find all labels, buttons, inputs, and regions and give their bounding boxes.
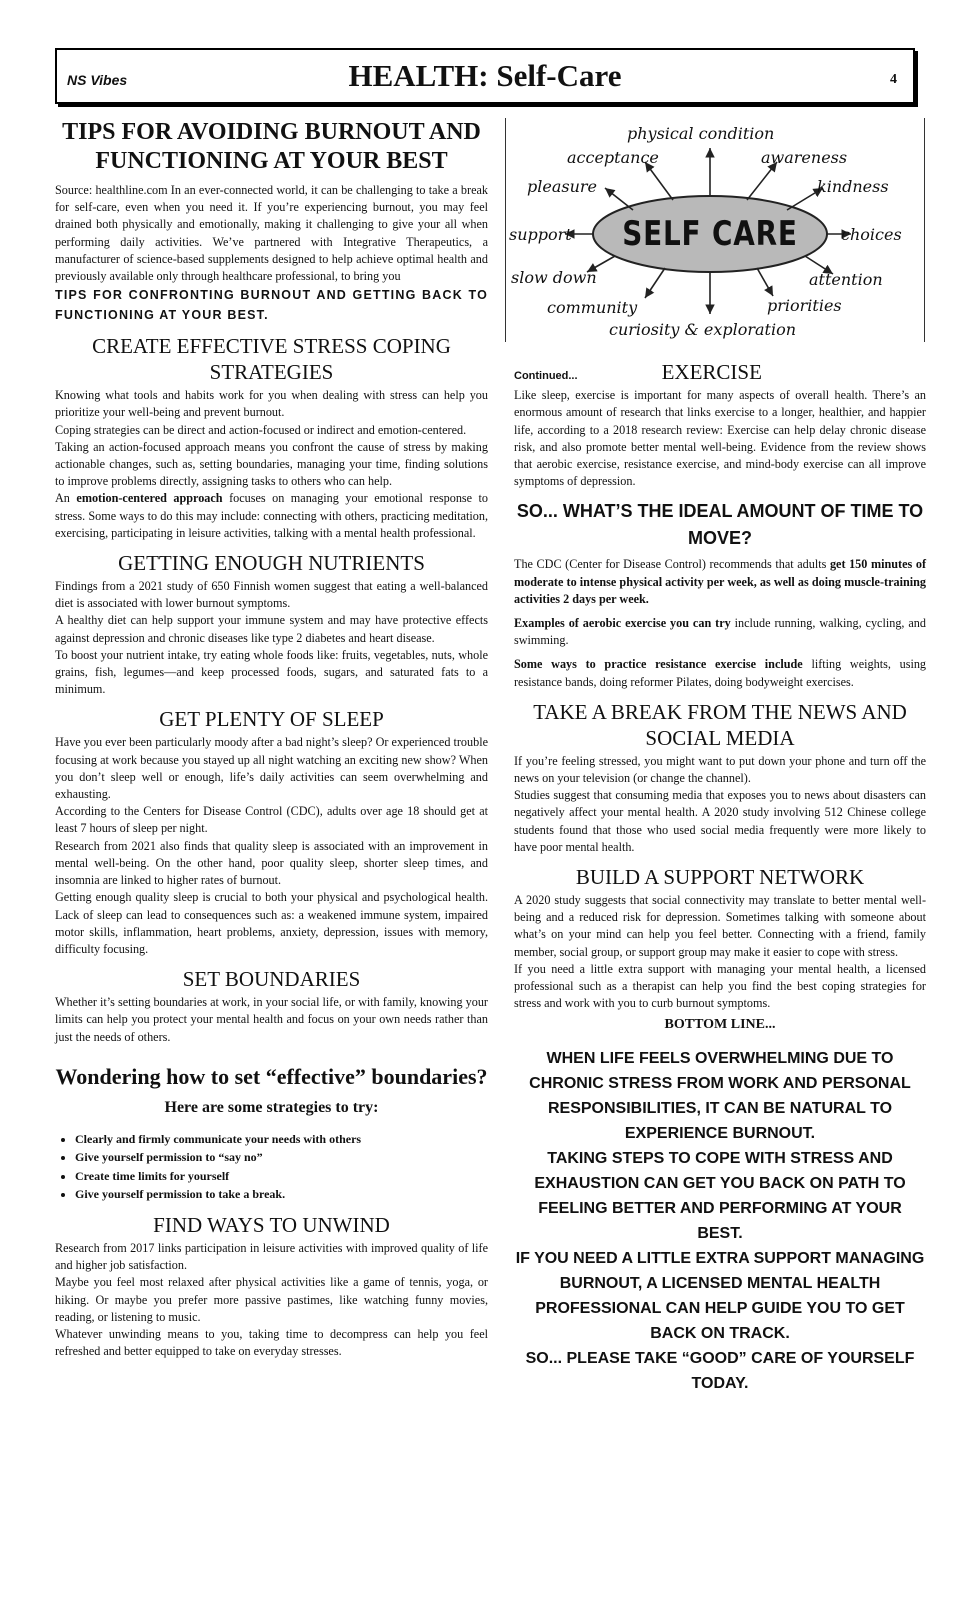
unwind-p3: Whatever unwinding means to you, taking time to decompress can help you feel refreshed and better equipped to take on everyday stresses. <box>55 1326 488 1359</box>
page-title: HEALTH: Self-Care <box>348 58 622 93</box>
exercise-p1: Like sleep, exercise is important for many aspects of overall health. There’s an enormous amount of research that links exercise to a longer, healthier, and happier life, according to a 2018 research review: Exercise can help delay chronic disease risk, and also promote better mental well-being. Evidence from the review shows that aerobic exercise, resistance exercise, and mind-body exercise can all improve symptoms of depression. <box>514 388 926 489</box>
word-kindness: kindness <box>817 177 889 196</box>
nutrients-p3: To boost your nutrient intake, try eating whole foods like: fruits, vegetables, nuts, whole grains, fish, legumes—and keep processed foods, sugars, and saturated fats to a minimum. <box>55 647 488 697</box>
stress-p3: Taking an action-focused approach means you confront the cause of stress by making actionable changes, such as, setting boundaries, managing your time, finding solutions to improve problems directly, assigning tasks to others who can help. <box>55 439 488 489</box>
nutrients-p1: Findings from a 2021 study of 650 Finnish women suggest that eating a well-balanced diet is associated with lower burnout symptoms. <box>55 579 488 611</box>
word-acceptance: acceptance <box>567 148 659 167</box>
self-care-label: SELF CARE <box>622 214 798 254</box>
word-physical-condition: physical condition <box>627 124 775 143</box>
right-column <box>514 360 927 1396</box>
news-p1: If you’re feeling stressed, you might want to put down your phone and turn off the news on your television (or change the channel). <box>514 753 926 786</box>
list-item: • Create time limits for yourself <box>75 1167 488 1186</box>
unwind-heading: FIND WAYS TO UNWIND <box>153 1212 390 1237</box>
bottom-line-2: TAKING STEPS TO COPE WITH STRESS AND EXHAUSTION CAN GET YOU BACK ON PATH TO FEELING BETTER AND PERFORMING AT YOUR BEST. <box>534 1149 906 1242</box>
nutrients-p2: A healthy diet can help support your immune system and may have protective effects against depression and chronic diseases like type 2 diabetes and heart disease. <box>55 613 488 645</box>
stress-heading: CREATE EFFECTIVE STRESS COPING STRATEGIES <box>92 334 451 385</box>
page-header <box>55 48 915 104</box>
word-choices: choices <box>841 225 902 244</box>
word-community: community <box>547 298 638 317</box>
exercise-header <box>514 360 926 385</box>
emotion-centered-term: emotion-centered approach <box>76 491 223 506</box>
sleep-heading: GET PLENTY OF SLEEP <box>159 707 384 732</box>
list-item: • Give yourself permission to take a break. <box>75 1185 488 1204</box>
word-awareness: awareness <box>761 148 848 167</box>
list-item: • Clearly and firmly communicate your needs with others <box>75 1130 488 1149</box>
stress-p2: Coping strategies can be direct and action-focused or indirect and emotion-centered. <box>55 422 467 437</box>
word-priorities: priorities <box>767 296 842 315</box>
sleep-p3: Research from 2021 also finds that quality sleep is associated with an improvement in mental well-being. On the other hand, poor quality sleep, shorter sleep times, and insomnia are linked to higher rates of burnout. <box>55 838 488 888</box>
bottom-line-3: IF YOU NEED A LITTLE EXTRA SUPPORT MANAGING BURNOUT, A LICENSED MENTAL HEALTH PROFESSIONAL CAN HELP GUIDE YOU TO GET BACK ON TRACK. <box>515 1249 925 1342</box>
stress-p1: Knowing what tools and habits work for you when dealing with stress can help you prioritize your well-being and prevent burnout. <box>55 388 488 420</box>
word-curiosity-exploration: curiosity & exploration <box>609 320 797 339</box>
brand-logo: NS Vibes <box>67 72 128 88</box>
strategies-list <box>55 1130 488 1204</box>
unwind-p1: Research from 2017 links participation in leisure activities with improved quality of life and higher job satisfaction. <box>55 1240 488 1273</box>
continued-label: Continued... <box>514 370 578 382</box>
bottom-line-4: SO... PLEASE TAKE “GOOD” CARE OF YOURSELF TODAY. <box>525 1349 915 1392</box>
sleep-p1: Have you ever been particularly moody after a bad night’s sleep? Or experienced trouble focusing at work because you stayed up all night watching an exciting new show? When you don’t sleep well or enough, life’s daily activities can seem overwhelming and exhausting. <box>55 735 488 802</box>
ideal-p1: The CDC (Center for Disease Control) recommends that adults get 150 minutes of moderate to intense physical activity per week, as well as doing muscle-training activities 2 days per week. <box>514 557 927 606</box>
bottom-line-1: WHEN LIFE FEELS OVERWHELMING DUE TO CHRONIC STRESS FROM WORK AND PERSONAL RESPONSIBILITIES, IT CAN BE NATURAL TO EXPERIENCE BURNOUT. <box>529 1049 911 1142</box>
stress-p4: An emotion-centered approach focuses on managing your emotional response to stress. Some ways to do this may include: connecting with others, practicing meditation, exercising, participating in leisure activities, talking with a mental health professional. <box>55 491 489 540</box>
bottom-line-label: BOTTOM LINE... <box>664 1017 776 1033</box>
boundaries-p1: Whether it’s setting boundaries at work, in your social life, or with family, knowing your limits can help you protect your mental health and focus on your own needs rather than just the needs of others. <box>55 995 488 1044</box>
boundaries-heading: SET BOUNDARIES <box>182 967 361 992</box>
news-p2: Studies suggest that consuming media that exposes you to news about disasters can negatively affect your mental health. A 2020 study involving 512 Chinese college students found that those who used social media frequently were more likely to have poor mental health. <box>514 788 926 854</box>
list-item: • Give yourself permission to “say no” <box>75 1148 488 1167</box>
word-slow-down: slow down <box>511 268 597 287</box>
news-heading: TAKE A BREAK FROM THE NEWS AND SOCIAL MEDIA <box>533 699 907 750</box>
support-p1: A 2020 study suggests that social connectivity may translate to better mental well-being and a reduced risk for depression. Sometimes talking with someone about what’s on your mind can help you feel better. Connecting with a friend, family member, social group, or support group may make it easier to cope with stress. <box>514 893 926 959</box>
left-column <box>55 114 488 1360</box>
unwind-p2: Maybe you feel most relaxed after physical activities like a game of tennis, yoga, or hiking. Or maybe you prefer more passive pastimes, like watching funny movies, reading, or listening to music. <box>55 1275 488 1324</box>
word-attention: attention <box>809 270 883 289</box>
exercise-heading: EXERCISE <box>661 360 762 384</box>
intro-paragraph: Source: healthline.com In an ever-connected world, it can be challenging to take a break for self-care, even when you need it. If you’re experiencing burnout, you may feel drained both physically and emotionally, making it challenging to give your all when performing daily activities. We’ve partnered with Integrative Therapeutics, a manufacturer of science-based supplements designed to help achieve optimal health and previously available only through healthcare professional, to bring you <box>55 183 488 284</box>
ideal-time-heading: SO... WHAT’S THE IDEAL AMOUNT OF TIME TO MOVE? <box>516 501 924 549</box>
ideal-p2: Examples of aerobic exercise you can try include running, walking, cycling, and swimming. <box>514 616 926 648</box>
article-title: TIPS FOR AVOIDING BURNOUT AND FUNCTIONING AT YOUR BEST <box>62 119 481 174</box>
strategies-subheading: Here are some strategies to try: <box>164 1098 379 1116</box>
word-pleasure: pleasure <box>527 177 597 196</box>
boundaries-question: Wondering how to set “effective” boundaries? <box>55 1063 488 1089</box>
intro-callout: TIPS FOR CONFRONTING BURNOUT AND GETTING BACK TO FUNCTIONING AT YOUR BEST. <box>55 288 488 323</box>
word-support: support <box>509 225 572 244</box>
sleep-p2: According to the Centers for Disease Control (CDC), adults over age 18 should get at least 7 hours of sleep per night. <box>55 804 488 836</box>
support-heading: BUILD A SUPPORT NETWORK <box>575 865 865 890</box>
self-care-diagram <box>505 118 925 344</box>
page-number: 4 <box>890 72 897 87</box>
ideal-p3: Some ways to practice resistance exercise include lifting weights, using resistance bands, doing reformer Pilates, doing bodyweight exercises. <box>514 657 927 689</box>
support-p2: If you need a little extra support with managing your mental health, a licensed professional such as a therapist can help you find the best coping strategies for stress and work with you to curb burnout symptoms. <box>514 961 926 1011</box>
nutrients-heading: GETTING ENOUGH NUTRIENTS <box>118 551 425 576</box>
sleep-p4: Getting enough quality sleep is crucial to both your physical and psychological health. Lack of sleep can lead to consequences such as: a weakened immune system, impaired motor skills, inflammation, heart problems, anxiety, depression, issues with memory, difficulty focusing. <box>55 890 488 956</box>
